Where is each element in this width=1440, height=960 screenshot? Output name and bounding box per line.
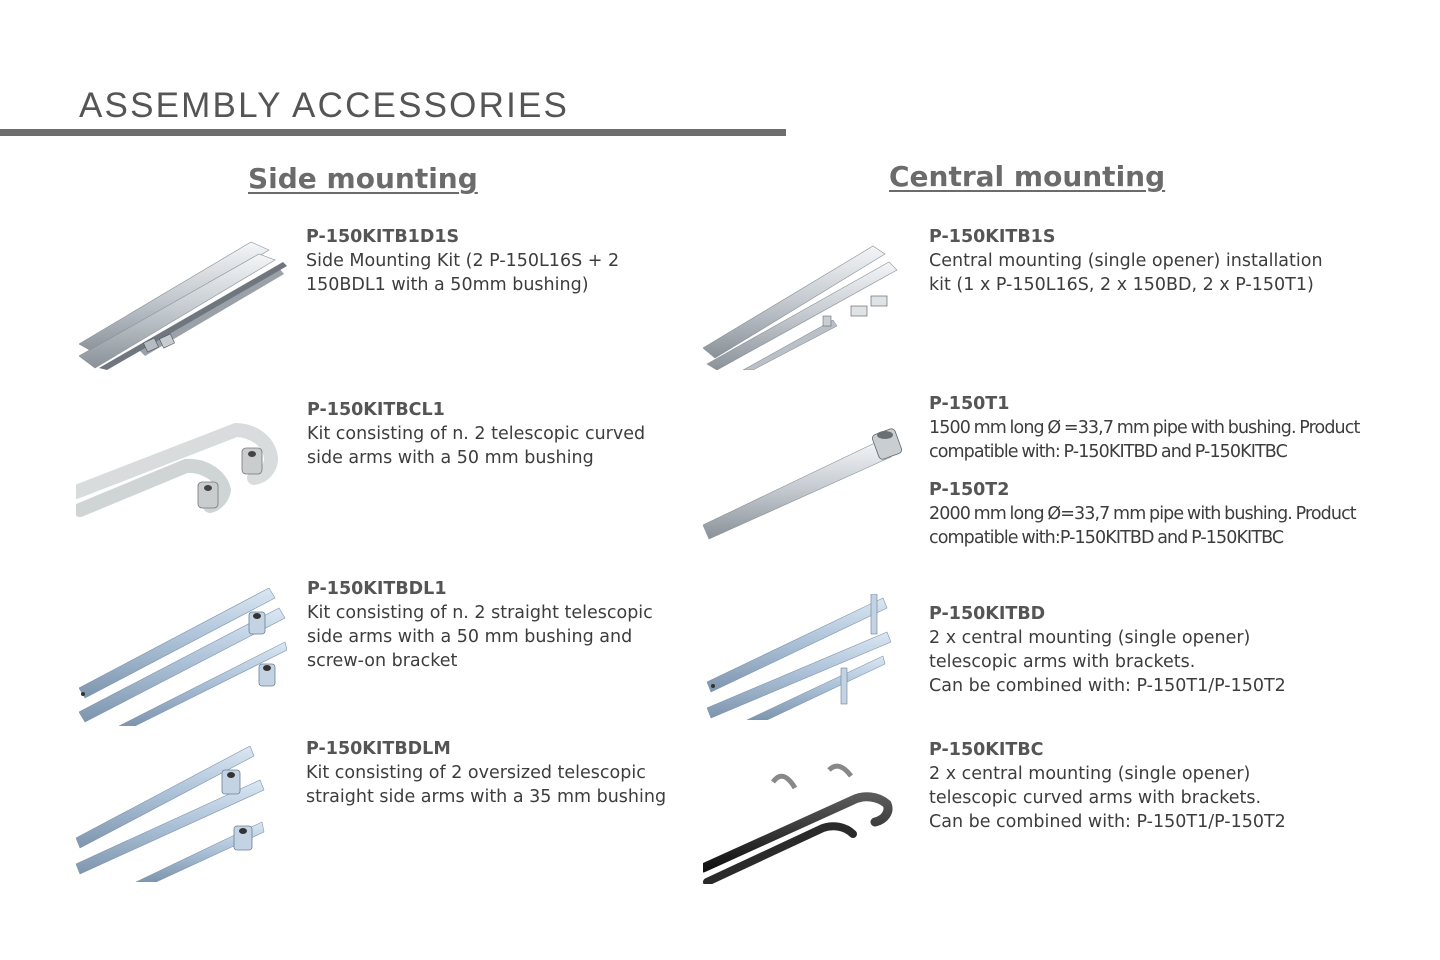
- central-kit-icon: [703, 240, 899, 370]
- central-mounting-heading: Central mounting: [889, 160, 1166, 193]
- product-code: P-150KITBDL1: [307, 579, 447, 599]
- curved-bracket-arms-icon: [703, 760, 897, 884]
- oversized-arms-icon: [76, 746, 266, 882]
- curved-arms-icon: [76, 410, 290, 522]
- product-code: P-150KITBC: [929, 740, 1044, 760]
- title-divider: [0, 129, 786, 136]
- product-description: 2000 mm long Ø=33,7 mm pipe with bushing. Product compatible with:P-150KITBD and P-150KITBC: [929, 504, 1356, 548]
- product-description: Kit consisting of n. 2 telescopic curved side arms with a 50 mm bushing: [307, 424, 646, 468]
- rail-kit-icon: [79, 232, 289, 370]
- bracket-arms-icon: [707, 594, 891, 720]
- product-code: P-150KITB1D1S: [306, 227, 460, 247]
- pipe-icon: [703, 427, 903, 541]
- product-code: P-150T2: [929, 480, 1010, 500]
- product-code: P-150KITB1S: [929, 227, 1056, 247]
- side-mounting-heading: Side mounting: [248, 162, 478, 195]
- product-code: P-150KITBD: [929, 604, 1046, 624]
- product-code: P-150T1: [929, 394, 1010, 414]
- product-code: P-150KITBDLM: [306, 739, 451, 759]
- product-code: P-150KITBCL1: [307, 400, 445, 420]
- product-description: 2 x central mounting (single opener) telescopic arms with brackets. Can be combined with: P-150T1/P-150T2: [929, 628, 1286, 696]
- product-description: Central mounting (single opener) installation kit (1 x P-150L16S, 2 x 150BD, 2 x P-150T1): [929, 251, 1323, 295]
- product-description: 1500 mm long Ø =33,7 mm pipe with bushing. Product compatible with: P-150KITBD and P-150KITBC: [929, 418, 1360, 462]
- product-description: Kit consisting of n. 2 straight telescopic side arms with a 50 mm bushing and screw-on bracket: [307, 603, 653, 671]
- page-title: ASSEMBLY ACCESSORIES: [79, 86, 570, 125]
- product-description: Kit consisting of 2 oversized telescopic straight side arms with a 35 mm bushing: [306, 763, 667, 807]
- straight-arms-icon: [79, 588, 287, 726]
- product-description: Side Mounting Kit (2 P-150L16S + 2 150BDL1 with a 50mm bushing): [306, 251, 620, 295]
- product-description: 2 x central mounting (single opener) telescopic curved arms with brackets. Can be combined with: P-150T1/P-150T2: [929, 764, 1286, 832]
